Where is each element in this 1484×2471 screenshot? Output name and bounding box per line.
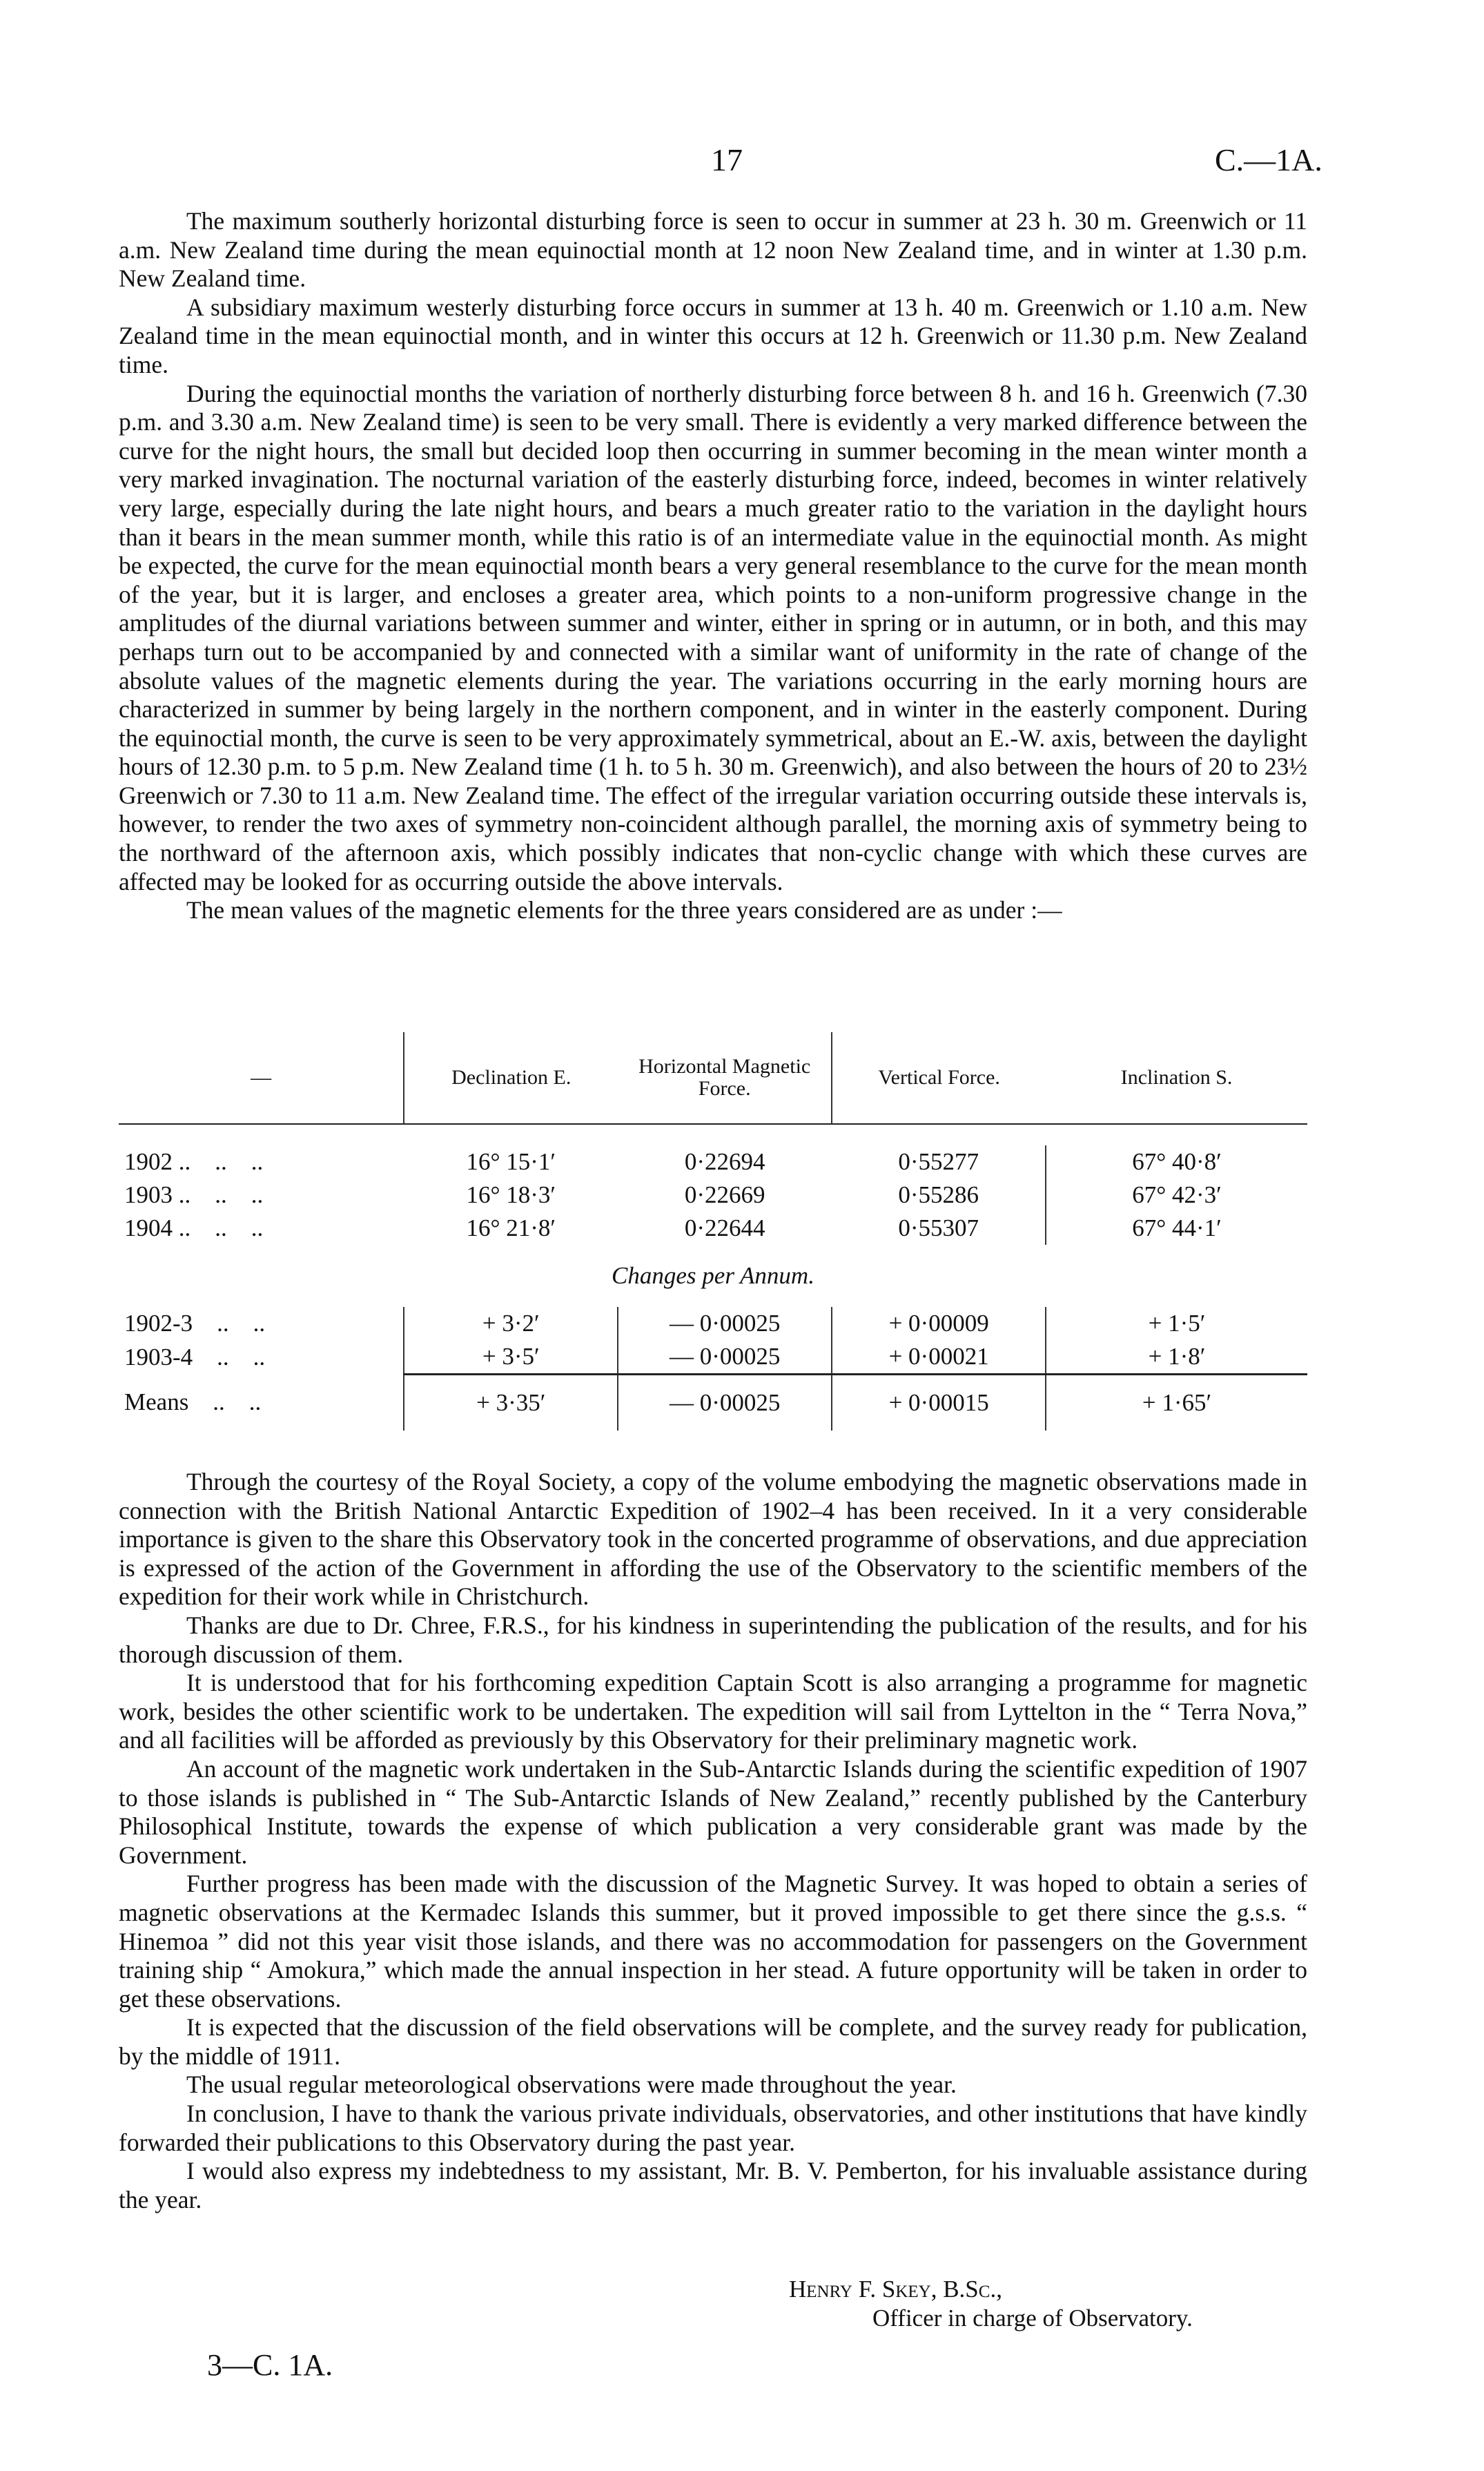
body-text-bottom — [119, 1468, 1307, 2214]
paragraph: The mean values of the magnetic elements for the three years considered are as under :— — [186, 896, 1062, 924]
footer-reference: 3—C. 1A. — [207, 2348, 333, 2382]
paragraph: Through the courtesy of the Royal Society, a copy of the volume embodying the magnetic observations made in connection with the British National Antarctic Expedition of 1902–4 has been received. In it a very considerable importance is given to the share this Observatory took in the concerted programme of observations, and due appreciation is expressed of the action of the Government in affording the use of the Observatory to the scientific members of the expedition for their work while in Christchurch. — [119, 1468, 1307, 1611]
signature-name: Henry F. Skey, B.Sc., — [789, 2276, 1002, 2303]
table-row: 1902-3 .. .. + 3·2′ — 0·00025 + 0·00009 + 1·5′ — [119, 1307, 1307, 1340]
column-header: Inclination S. — [1046, 1032, 1307, 1124]
column-header: Horizontal Magnetic Force. — [618, 1032, 832, 1124]
paragraph: I would also express my indebtedness to my assistant, Mr. B. V. Pemberton, for his invaluable assistance during the year. — [119, 2157, 1307, 2213]
paragraph: During the equinoctial months the variation of northerly disturbing force between 8 h. and 16 h. Greenwich (7.30 p.m. and 3.30 a.m. New Zealand time) is seen to be very small. There is evidently a very marked difference between the curve for the night hours, the small but decided loop then occurring in summer becoming in the mean winter month a very marked invagination. The nocturnal variation of the easterly disturbing force, indeed, becomes in winter relatively very large, especially during the late night hours, and bears a much greater ratio to the variation in the daylight hours than it bears in the mean summer month, while this ratio is of an intermediate value in the equinoctial month. As might be expected, the curve for the mean equinoctial month bears a very general resemblance to the curve for the mean month of the year, but it is larger, and encloses a greater area, which points to a non-uniform progressive change in the amplitudes of the diurnal variations between summer and winter, either in spring or in autumn, or in both, and this may perhaps turn out to be accompanied by and connected with a similar want of uniformity in the rate of change of the absolute values of the magnetic elements during the year. The variations occurring in the early morning hours are characterized in summer by being largely in the northern component, and in winter in the easterly component. During the equinoctial month, the curve is seen to be very approximately symmetrical, about an E.-W. axis, between the daylight hours of 12.30 p.m. to 5 p.m. New Zealand time (1 h. to 5 h. 30 m. Greenwich), and also between the hours of 20 to 23½ Greenwich or 7.30 to 11 a.m. New Zealand time. The effect of the irregular variation occurring outside these intervals is, however, to render the two axes of symmetry non-coincident although parallel, the morning axis of symmetry being to the northward of the afternoon axis, which possibly indicates that non-cyclic change with which these curves are affected may be looked for as occurring outside the above intervals. — [119, 379, 1307, 895]
column-header: — — [119, 1032, 404, 1124]
paragraph: The usual regular meteorological observations were made throughout the year. — [186, 2071, 957, 2099]
page-number: 17 — [711, 142, 743, 177]
paragraph: An account of the magnetic work undertaken in the Sub-Antarctic Islands during the scientific expedition of 1907 to those islands is published in “ The Sub-Antarctic Islands of New Zealand,” recently published by the Canterbury Philosophical Institute, towards the expense of which publication a very considerable grant was made by the Government. — [119, 1754, 1307, 1869]
paragraph: In conclusion, I have to thank the various private individuals, observatories, and other institutions that have kindly forwarded their publications to this Observatory during the past year. — [119, 2100, 1307, 2156]
paragraph: The maximum southerly horizontal disturbing force is seen to occur in summer at 23 h. 30 m. Greenwich or 11 a.m. New Zealand time during the mean equinoctial month at 12 noon New Zealand time, and in winter at 1.30 p.m. New Zealand time. — [119, 207, 1307, 293]
table-row: 1902 .. .. .. 16° 15·1′ 0·22694 0·55277 67° 40·8′ — [119, 1145, 1307, 1179]
paragraph: It is understood that for his forthcoming expedition Captain Scott is also arranging a programme for magnetic work, besides the other scientific work to be undertaken. The expedition will sail from Lyttelton in the “ Terra Nova,” and all facilities will be afforded as previously by this Observatory for their preliminary magnetic work. — [119, 1669, 1307, 1754]
table-row: 1903-4 .. .. + 3·5′ — 0·00025 + 0·00021 + 1·8′ — [119, 1340, 1307, 1375]
table-row: 1903 .. .. .. 16° 18·3′ 0·22669 0·55286 67° 42·3′ — [119, 1179, 1307, 1212]
column-header: Vertical Force. — [832, 1032, 1046, 1124]
document-reference: C.—1A. — [1215, 142, 1322, 177]
body-text-top — [119, 207, 1307, 925]
paragraph: A subsidiary maximum westerly disturbing force occurs in summer at 13 h. 40 m. Greenwich or 1.10 a.m. New Zealand time in the mean equinoctial month, and in winter this occurs at 12 h. Greenwich or 11.30 p.m. New Zealand time. — [119, 293, 1307, 378]
magnetic-elements-table — [119, 1032, 1307, 1431]
table-row: 1904 .. .. .. 16° 21·8′ 0·22644 0·55307 67° 44·1′ — [119, 1212, 1307, 1245]
paragraph: Thanks are due to Dr. Chree, F.R.S., for his kindness in superintending the publication of the results, and for his thorough discussion of them. — [119, 1611, 1307, 1668]
paragraph: It is expected that the discussion of the field observations will be complete, and the survey ready for publication, by the middle of 1911. — [119, 2013, 1307, 2070]
means-row: Means .. .. + 3·35′ — 0·00025 + 0·00015 + 1·65′ — [119, 1375, 1307, 1431]
section-label: Changes per Annum. — [612, 1262, 814, 1289]
column-header: Declination E. — [404, 1032, 618, 1124]
signature-role: Officer in charge of Observatory. — [872, 2305, 1193, 2332]
paragraph: Further progress has been made with the discussion of the Magnetic Survey. It was hoped to obtain a series of magnetic observations at the Kermadec Islands this summer, but it proved impossible to get there since the g.s.s. “ Hinemoa ” did not this year visit those islands, and there was no accommodation for passengers on the Government training ship “ Amokura,” which made the annual inspection in her stead. A future opportunity will be taken in order to get these observations. — [119, 1870, 1307, 2013]
